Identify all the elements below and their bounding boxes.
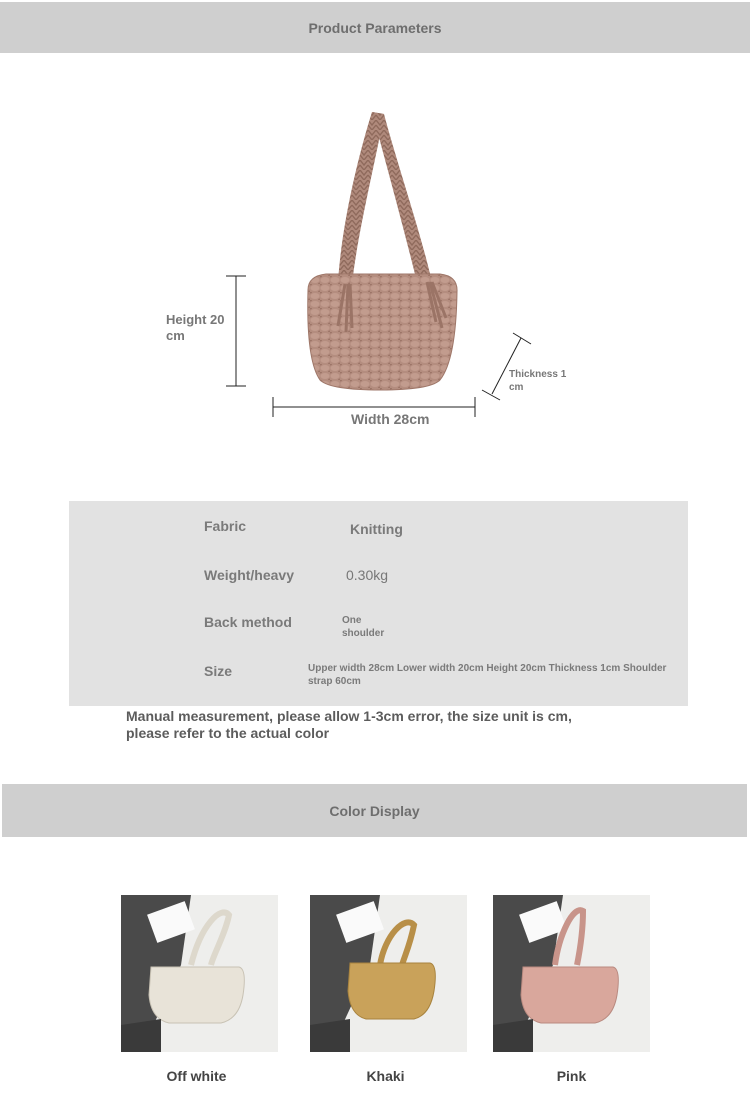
pink-bag-photo — [493, 895, 650, 1052]
color-swatch-off-white[interactable] — [121, 895, 278, 1052]
size-value: Upper width 28cm Lower width 20cm Height 20cm Thickness 1cm Shoulder strap 60cm — [308, 663, 667, 687]
measurement-note: Manual measurement, please allow 1-3cm error, the size unit is cm, please refer to the actual color — [126, 708, 572, 741]
fabric-label: Fabric — [204, 518, 247, 534]
parameter-table — [69, 501, 688, 706]
color-caption-khaki: Khaki — [366, 1068, 405, 1084]
back-method-label: Back method — [204, 614, 292, 630]
off-white-bag-photo — [121, 895, 278, 1052]
color-caption-off-white: Off white — [166, 1068, 227, 1084]
khaki-bag-photo — [310, 895, 467, 1052]
height-label: Height 20 cm — [166, 312, 225, 343]
size-label: Size — [204, 663, 233, 679]
back-method-value: One shoulder — [342, 615, 385, 639]
color-swatch-khaki[interactable] — [310, 895, 467, 1052]
color-display-banner — [2, 784, 747, 837]
fabric-value: Knitting — [350, 521, 403, 537]
product-parameters-banner — [0, 2, 750, 53]
product-parameters-title: Product Parameters — [308, 19, 442, 36]
thickness-label: Thickness 1 cm — [509, 369, 567, 393]
weight-label: Weight/heavy — [204, 567, 294, 583]
left-strap — [338, 112, 384, 284]
color-caption-pink: Pink — [556, 1068, 587, 1084]
right-strap — [372, 112, 432, 286]
color-swatch-pink[interactable] — [493, 895, 650, 1052]
width-label: Width 28cm — [351, 411, 430, 427]
weight-value: 0.30kg — [346, 567, 389, 583]
color-display-title: Color Display — [329, 802, 420, 819]
bag-dimension-figure — [0, 60, 750, 480]
